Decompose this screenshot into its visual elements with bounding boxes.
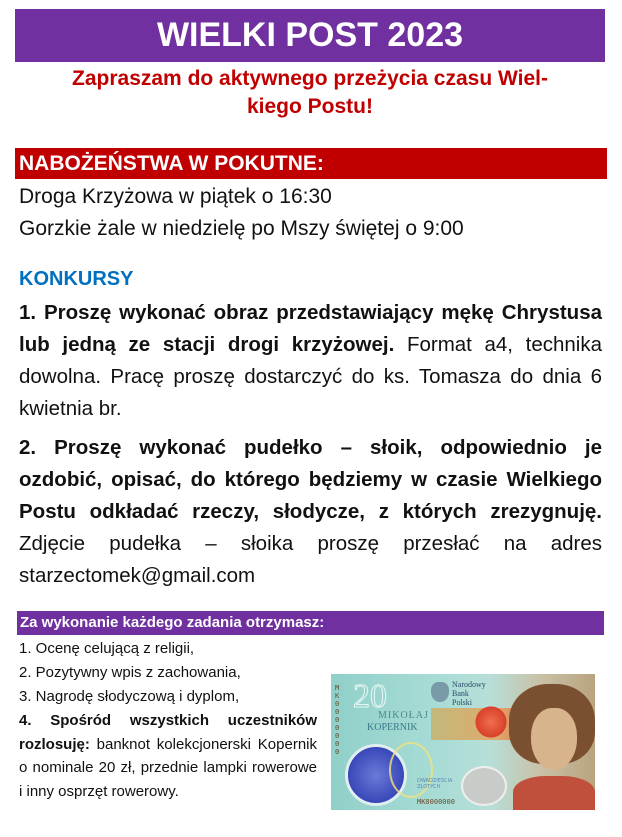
reward-item-4 — [19, 709, 317, 803]
portrait-face — [531, 708, 577, 770]
banknote-value-words — [417, 778, 452, 790]
sun-icon — [473, 704, 509, 740]
copernicus-portrait — [509, 684, 595, 810]
banknote-name-last: KOPERNIK — [367, 722, 418, 733]
service-item: Droga Krzyżowa w piątek o 16:30 — [19, 185, 332, 208]
reward-item: 3. Nagrodę słodyczową i dyplom, — [19, 688, 240, 705]
contest-task-2-bold: 2. Proszę wykonać pudełko – słoik, odpowiednio je ozdobić, opisać, do którego będziemy w czasie Wielkiego Postu odkładać rzeczy, słodycze, z których zrezygnuję. — [19, 436, 602, 523]
contest-task-1-bold: 1. Proszę wykonać obraz przedstawiający mękę Chrystusa lub jedną ze stacji drogi krzyżowej. — [19, 301, 602, 356]
banknote-image — [331, 674, 595, 810]
contests-heading: KONKURSY — [19, 268, 134, 290]
contest-task-1-text: Format a4, technika dowolna. Pracę proszę dostarczyć do ks. Tomasza do dnia 6 kwietnia br. — [19, 333, 602, 420]
bank-line: Polski — [452, 698, 473, 707]
banknote-denomination: 20 — [353, 678, 387, 715]
banknote-bank — [452, 680, 486, 707]
banknote-name-first: MIKOŁAJ — [378, 710, 429, 721]
contest-task-2-text: Zdjęcie pudełka – słoika proszę przesłać na adres starzectomek@gmail.com — [19, 532, 602, 587]
contest-task-2 — [19, 432, 602, 592]
subtitle-line-1: Zapraszam do aktywnego przeżycia czasu Wiel- — [72, 67, 548, 90]
page-title: WIELKI POST 2023 — [15, 9, 605, 62]
banknote-serial-vertical: MK0000000 — [335, 684, 340, 756]
services-heading: NABOŻEŃSTWA W POKUTNE: — [15, 148, 607, 179]
solar-system-icon — [461, 766, 507, 806]
subtitle-line-2: kiego Postu! — [246, 95, 373, 118]
reward-item-4-bold: 4. Spośród wszystkich uczestników rozlosuję: — [19, 712, 317, 753]
value-words-line: DWADZIEŚCIA — [417, 778, 453, 784]
banknote-serial: MK0000000 — [417, 798, 455, 806]
eagle-icon — [431, 682, 449, 702]
value-words-line: ZŁOTYCH — [417, 784, 441, 790]
reward-item: 1. Ocenę celującą z religii, — [19, 640, 195, 657]
portrait-coat — [513, 776, 595, 810]
reward-item: 2. Pozytywny wpis z zachowania, — [19, 664, 241, 681]
rewards-heading: Za wykonanie każdego zadania otrzymasz: — [17, 611, 604, 635]
bank-line: Bank — [452, 689, 469, 698]
reward-item-4-text: banknot kolekcjonerski Kopernik o nominale 20 zł, przednie lampki rowerowe i inny osprzęt rowerowy. — [19, 735, 317, 800]
subtitle — [15, 65, 605, 121]
contest-task-1 — [19, 297, 602, 425]
bank-line: Narodowy — [452, 680, 486, 689]
service-item: Gorzkie żale w niedzielę po Mszy świętej o 9:00 — [19, 217, 464, 240]
